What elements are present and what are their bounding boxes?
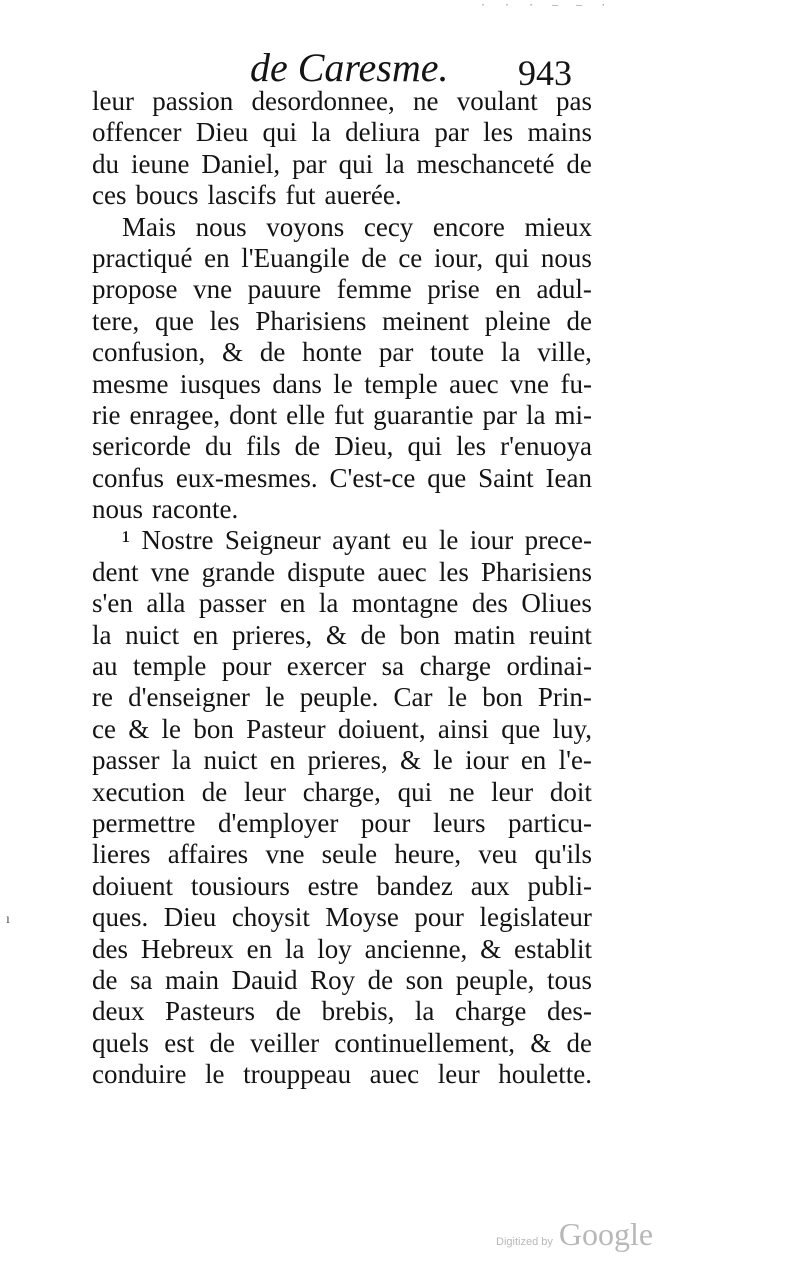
word: auec xyxy=(377,556,427,587)
text-line xyxy=(92,745,592,776)
word: ce xyxy=(92,713,116,744)
word: des xyxy=(92,933,128,964)
word: peuple. xyxy=(299,682,379,713)
word: qui xyxy=(262,117,298,148)
word: ville, xyxy=(537,337,592,368)
word: s'en xyxy=(92,588,133,619)
word: les xyxy=(456,431,487,462)
word: veu xyxy=(478,839,518,870)
word: la xyxy=(385,148,405,179)
word: Seigneur xyxy=(224,525,321,556)
word: voulant xyxy=(456,86,538,116)
word: charge xyxy=(454,996,527,1027)
watermark-digitized-by: Digitized by xyxy=(496,1236,553,1248)
text-body xyxy=(92,86,592,1091)
word: nuict xyxy=(125,619,180,650)
word: charge xyxy=(419,651,492,682)
word: par xyxy=(434,117,469,148)
word: affaires xyxy=(167,839,249,870)
word: bandez xyxy=(376,870,453,901)
word: Pharisiens xyxy=(480,556,592,587)
word: seule xyxy=(321,839,378,870)
word: le xyxy=(333,368,353,399)
word: boucs xyxy=(135,180,199,211)
word: passer xyxy=(198,588,267,619)
word: que xyxy=(154,305,194,336)
word: de xyxy=(259,337,286,368)
word: luy, xyxy=(552,713,592,744)
word: leurs xyxy=(432,807,486,838)
word: reuint xyxy=(528,619,592,650)
word: doiuent, xyxy=(337,713,426,744)
word: cecy xyxy=(363,211,414,242)
word: le xyxy=(438,525,459,556)
word: pour xyxy=(221,651,272,682)
word: & xyxy=(400,745,422,776)
word: du xyxy=(205,431,233,462)
word: auerée. xyxy=(324,180,402,211)
word: femme xyxy=(336,274,412,305)
text-line xyxy=(92,808,592,839)
word: iour, xyxy=(433,242,484,273)
text-line xyxy=(92,557,592,588)
word: Prin- xyxy=(537,682,592,713)
word: ieune xyxy=(130,148,190,179)
word: raconte. xyxy=(152,494,239,525)
word: deux xyxy=(92,996,145,1027)
word: offencer xyxy=(92,117,182,148)
word: en xyxy=(192,619,219,650)
text-line xyxy=(92,274,592,305)
text-line xyxy=(92,337,592,368)
text-line xyxy=(92,306,592,337)
word: en xyxy=(269,745,296,776)
word: meschanceté xyxy=(416,148,555,179)
text-line xyxy=(92,86,592,117)
word: dont xyxy=(229,399,278,430)
word: publi- xyxy=(527,870,592,901)
word: encore xyxy=(432,211,505,242)
word: le xyxy=(161,713,182,744)
word: la xyxy=(414,996,435,1027)
word: de xyxy=(209,1027,235,1058)
word: de xyxy=(201,776,228,807)
word: tous xyxy=(546,964,592,995)
word: qui xyxy=(494,242,530,273)
word: desordonnee, xyxy=(251,86,395,116)
word: des xyxy=(471,588,508,619)
word: alla xyxy=(146,588,186,619)
word: legislateur xyxy=(479,902,592,933)
word: & xyxy=(222,337,244,368)
word: les xyxy=(209,305,240,336)
word: heure, xyxy=(394,839,462,870)
word: dent xyxy=(92,556,139,587)
word: sa xyxy=(381,651,405,682)
word: la xyxy=(500,337,521,368)
word: passion xyxy=(152,86,234,116)
text-line xyxy=(92,902,592,933)
word: temple xyxy=(132,651,207,682)
word: quels xyxy=(92,1027,149,1058)
word: bon xyxy=(482,682,523,713)
word: loy xyxy=(317,933,352,964)
word: en xyxy=(520,745,547,776)
word: que xyxy=(427,462,467,493)
word: de xyxy=(367,964,394,995)
word: en xyxy=(204,242,230,273)
word: lieres xyxy=(92,839,151,870)
word: son xyxy=(405,964,444,995)
word: ne xyxy=(448,776,475,807)
text-line xyxy=(92,588,592,619)
word: propose xyxy=(92,274,178,305)
word: vne xyxy=(150,556,190,587)
word: vne xyxy=(510,368,550,399)
word: Daniel, xyxy=(201,148,281,179)
text-line xyxy=(92,620,592,651)
word: le xyxy=(205,1059,225,1090)
text-line xyxy=(92,777,592,808)
word: de xyxy=(275,996,302,1027)
word: Dieu xyxy=(195,117,249,148)
word: mieux xyxy=(524,211,592,242)
word: trouppeau xyxy=(243,1059,352,1090)
word: houlette. xyxy=(498,1059,592,1090)
word: doiuent xyxy=(92,870,173,901)
text-line xyxy=(92,369,592,400)
word: auec xyxy=(369,1059,420,1090)
word: le xyxy=(447,682,468,713)
word: sericorde xyxy=(92,431,191,462)
word: Hebreux xyxy=(140,933,234,964)
google-watermark xyxy=(496,1216,653,1253)
word: xecution xyxy=(92,776,185,807)
word: main xyxy=(165,964,220,995)
word: iour xyxy=(469,525,514,556)
word: Pharisiens xyxy=(255,305,367,336)
word: Dieu xyxy=(163,902,217,933)
word: re xyxy=(92,682,113,713)
word: les xyxy=(438,556,469,587)
word: ces xyxy=(92,180,127,211)
word: lascifs xyxy=(207,180,277,211)
word: l'e- xyxy=(558,745,592,776)
word: matin xyxy=(453,619,516,650)
word: que xyxy=(501,713,541,744)
word: & xyxy=(325,619,347,650)
text-line xyxy=(92,525,592,556)
text-line xyxy=(92,839,592,870)
word: deliura xyxy=(345,117,421,148)
word: ainsi xyxy=(437,713,489,744)
word: vne xyxy=(193,274,233,305)
word: C'est-ce xyxy=(329,462,416,493)
text-line xyxy=(92,494,592,525)
text-line xyxy=(92,180,592,211)
word: Saint xyxy=(478,462,534,493)
page-number: 943 xyxy=(518,53,572,93)
word: iusques xyxy=(179,368,261,399)
word: nous xyxy=(195,211,247,242)
text-line xyxy=(92,243,592,274)
word: la xyxy=(284,933,305,964)
word: continuellement, xyxy=(334,1027,516,1058)
word: vne xyxy=(265,839,305,870)
text-line xyxy=(92,1059,592,1090)
word: de xyxy=(566,305,592,336)
word: pleine xyxy=(484,305,551,336)
word: le xyxy=(265,682,285,713)
word: enragee, xyxy=(129,399,221,430)
word: de xyxy=(294,431,321,462)
word: bon xyxy=(193,713,234,744)
word: auec xyxy=(449,368,499,399)
word: de xyxy=(92,964,118,995)
text-line xyxy=(92,149,592,180)
word: mi- xyxy=(554,399,592,430)
word: ce xyxy=(398,242,423,273)
word: prieres, xyxy=(231,619,313,650)
word: leur xyxy=(437,1059,480,1090)
word: qui xyxy=(338,148,374,179)
word: Dieu, xyxy=(334,431,394,462)
text-line xyxy=(92,212,592,243)
word: Mais xyxy=(122,211,176,242)
word: tere, xyxy=(92,305,140,336)
word: du xyxy=(92,148,119,179)
word: particu- xyxy=(508,807,592,838)
running-title: de Caresme. xyxy=(250,45,449,90)
word: d'employer xyxy=(218,807,339,838)
text-line xyxy=(92,682,592,713)
word: bon xyxy=(399,619,441,650)
word: par xyxy=(482,399,518,430)
word: d'enseigner xyxy=(128,682,250,713)
word: au xyxy=(92,651,118,682)
text-line xyxy=(92,463,592,494)
text-line xyxy=(92,871,592,902)
word: Pasteurs xyxy=(165,996,256,1027)
margin-mark: ı xyxy=(6,912,10,927)
word: ancienne, xyxy=(364,933,468,964)
word: mesme xyxy=(92,368,169,399)
word: leur xyxy=(243,776,286,807)
word: la xyxy=(92,619,112,650)
word: Nostre xyxy=(141,525,214,556)
word: sa xyxy=(130,964,153,995)
word: honte xyxy=(302,337,363,368)
word: eu xyxy=(402,525,428,556)
word: Roy xyxy=(310,964,356,995)
text-line xyxy=(92,431,592,462)
word: ayant xyxy=(332,525,391,556)
word: nous xyxy=(540,242,592,273)
word: de xyxy=(566,148,592,179)
word: nous xyxy=(92,494,144,525)
word: pour xyxy=(360,807,411,838)
word: Dauid xyxy=(231,964,298,995)
word: ques. xyxy=(92,902,149,933)
word: Oliues xyxy=(521,588,592,619)
word: ordinai- xyxy=(506,651,592,682)
word: les xyxy=(483,117,514,148)
word: pas xyxy=(556,86,592,116)
word: temple xyxy=(364,368,438,399)
word: mains xyxy=(527,117,592,148)
word: de xyxy=(566,1027,592,1058)
word: estre xyxy=(307,870,359,901)
word: grande xyxy=(201,556,276,587)
word: confusion, xyxy=(92,337,206,368)
word: permettre xyxy=(92,807,196,838)
word: pauure xyxy=(247,274,322,305)
word: fut xyxy=(334,399,365,430)
word: en xyxy=(495,274,521,305)
word: r'enuoya xyxy=(500,431,592,462)
word: charge, xyxy=(302,776,381,807)
word: en xyxy=(279,588,306,619)
word: dans xyxy=(272,368,322,399)
word: peuple, xyxy=(455,964,535,995)
word: Car xyxy=(393,682,433,713)
word: qu'ils xyxy=(534,839,592,870)
word: eux-mesmes. xyxy=(175,462,318,493)
text-line xyxy=(92,1028,592,1059)
scan-edge-marks: · · · — — · xyxy=(480,0,613,11)
word: & xyxy=(128,713,150,744)
word: la xyxy=(311,117,331,148)
word: rie xyxy=(92,399,121,430)
word: fut xyxy=(285,180,316,211)
word: guarantie xyxy=(373,399,474,430)
word: par xyxy=(378,337,414,368)
word: la xyxy=(171,745,192,776)
word: qui xyxy=(397,776,433,807)
text-line xyxy=(92,996,592,1027)
word: voyons xyxy=(266,211,345,242)
word: iour xyxy=(465,745,509,776)
word: l'Euangile xyxy=(241,242,350,273)
word: meinent xyxy=(382,305,470,336)
word: exercer xyxy=(286,651,367,682)
word: fu- xyxy=(560,368,592,399)
word: & xyxy=(480,933,502,964)
text-line xyxy=(92,714,592,745)
word: la xyxy=(318,588,339,619)
word: brebis, xyxy=(321,996,395,1027)
word: Moyse xyxy=(325,902,399,933)
word: Pasteur xyxy=(246,713,326,744)
text-line xyxy=(92,400,592,431)
word: qui xyxy=(407,431,443,462)
word: tousiours xyxy=(190,870,290,901)
word: montagne xyxy=(351,588,459,619)
text-line xyxy=(92,965,592,996)
text-line xyxy=(92,934,592,965)
word: par xyxy=(292,148,327,179)
word: prece- xyxy=(524,525,592,556)
word: prise xyxy=(427,274,480,305)
word: est xyxy=(164,1027,195,1058)
word: practiqué xyxy=(92,242,193,273)
word: dispute xyxy=(287,556,366,587)
word: establit xyxy=(513,933,592,964)
word: fils xyxy=(246,431,281,462)
word: & xyxy=(530,1027,552,1058)
word: Iean xyxy=(545,462,592,493)
word: passer xyxy=(92,745,160,776)
word: ¹ xyxy=(122,525,131,556)
word: en xyxy=(246,933,273,964)
word: adul- xyxy=(536,274,592,305)
word: le xyxy=(433,745,453,776)
word: toute xyxy=(430,337,485,368)
word: des- xyxy=(546,996,592,1027)
word: choysit xyxy=(231,902,310,933)
word: prieres, xyxy=(307,745,388,776)
word: conduire xyxy=(92,1059,187,1090)
word: de xyxy=(361,242,387,273)
word: ne xyxy=(412,86,439,116)
word: de xyxy=(360,619,386,650)
watermark-google-logo: Google xyxy=(558,1216,654,1252)
word: leur xyxy=(491,776,534,807)
word: veiller xyxy=(250,1027,320,1058)
word: doit xyxy=(549,776,592,807)
text-line xyxy=(92,117,592,148)
word: confus xyxy=(92,462,164,493)
word: elle xyxy=(286,399,326,430)
word: nuict xyxy=(203,745,258,776)
word: la xyxy=(526,399,546,430)
word: leur xyxy=(92,86,134,116)
text-line xyxy=(92,651,592,682)
word: pour xyxy=(414,902,464,933)
word: aux xyxy=(470,870,510,901)
